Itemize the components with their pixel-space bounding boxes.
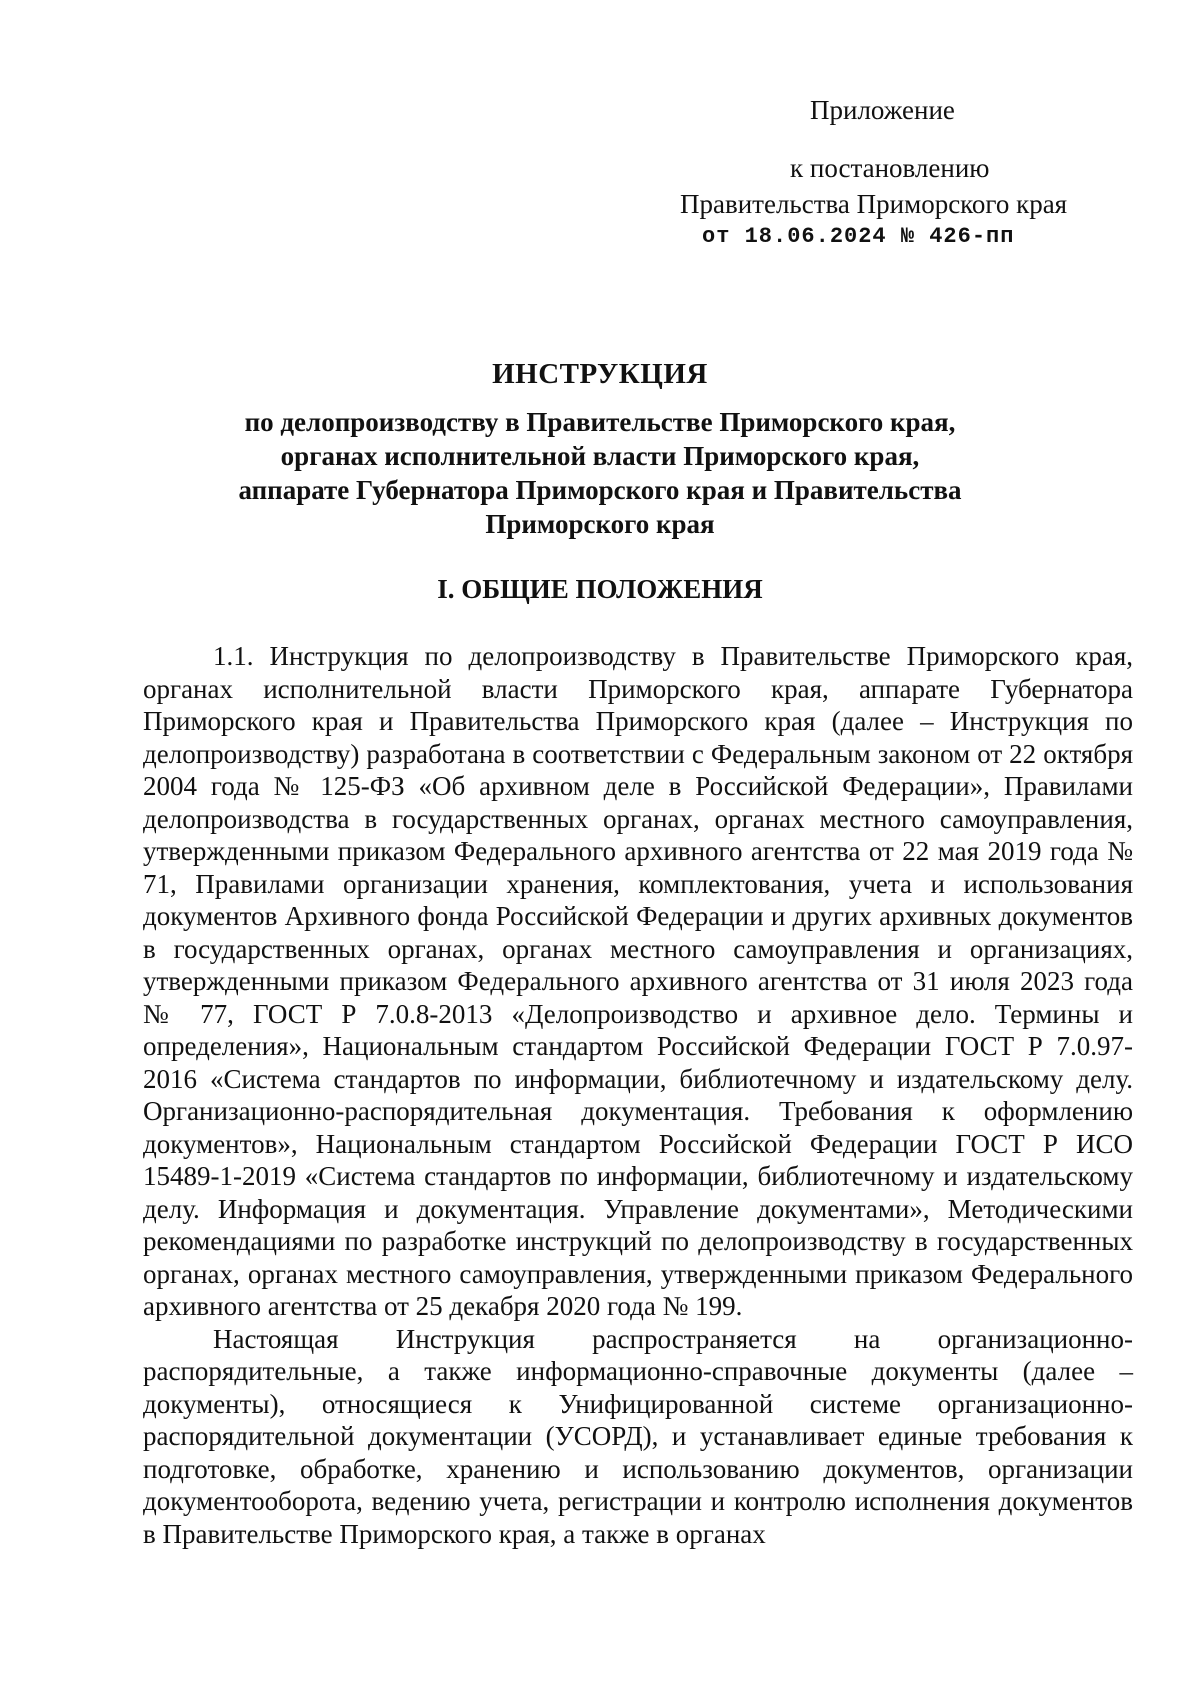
body-text bbox=[143, 640, 1133, 1550]
paragraph: 1.1. Инструкция по делопроизводству в Правительстве Приморского края, органах исполнительной власти Приморского края, аппарате Губернатора Приморского края и Правительства Приморского края (далее – Инструкция по делопроизводству) разработана в соответствии с Федеральным законом от 22 октября 2004 года № 125-ФЗ «Об архивном деле в Российской Федерации», Правилами делопроизводства в государственных органах, органах местного самоуправления, утвержденными приказом Федерального архивного агентства от 22 мая 2019 года № 71, Правилами организации хранения, комплектования, учета и использования документов Архивного фонда Российской Федерации и других архивных документов в государственных органах, органах местного самоуправления и организациях, утвержденными приказом Федерального архивного агентства от 31 июля 2023 года № 77, ГОСТ Р 7.0.8-2013 «Делопроизводство и архивное дело. Термины и определения», Национальным стандартом Российской Федерации ГОСТ Р 7.0.97-2016 «Система стандартов по информации, библиотечному и издательскому делу. Организационно-распорядительная документация. Требования к оформлению документов», Национальным стандартом Российской Федерации ГОСТ Р ИСО 15489-1-2019 «Система стандартов по информации, библиотечному и издательскому делу. Информация и документация. Управление документами», Методическими рекомендациями по разработке инструкций по делопроизводству в государственных органах, органах местного самоуправления, утвержденными приказом Федерального архивного агентства от 25 декабря 2020 года № 199. bbox=[143, 641, 1133, 1321]
subtitle-line: аппарате Губернатора Приморского края и Правительства bbox=[238, 475, 962, 505]
government-name: Правительства Приморского края bbox=[680, 189, 1068, 219]
resolution-reference: к постановлению bbox=[790, 153, 990, 183]
appendix-header bbox=[680, 92, 1120, 252]
document-title: ИНСТРУКЦИЯ bbox=[492, 358, 708, 390]
section-heading: I. ОБЩИЕ ПОЛОЖЕНИЯ bbox=[437, 574, 763, 604]
subtitle-line: органах исполнительной власти Приморского края, bbox=[280, 441, 920, 471]
document-subtitle bbox=[0, 405, 1200, 541]
subtitle-line: по делопроизводству в Правительстве Приморского края, bbox=[244, 407, 956, 437]
appendix-label: Приложение bbox=[810, 95, 955, 125]
paragraph: Настоящая Инструкция распространяется на организационно-распорядительные, а также информационно-справочные документы (далее – документы), относящиеся к Унифицированной системе организационно-распорядительной документации (УСОРД), и устанавливает единые требования к подготовке, обработке, хранению и использованию документов, организации документооборота, ведению учета, регистрации и контролю исполнения документов в Правительстве Приморского края, а также в органах bbox=[143, 1323, 1133, 1549]
resolution-date-number: от 18.06.2024 № 426-пп bbox=[702, 224, 1015, 249]
subtitle-line: Приморского края bbox=[485, 509, 715, 539]
